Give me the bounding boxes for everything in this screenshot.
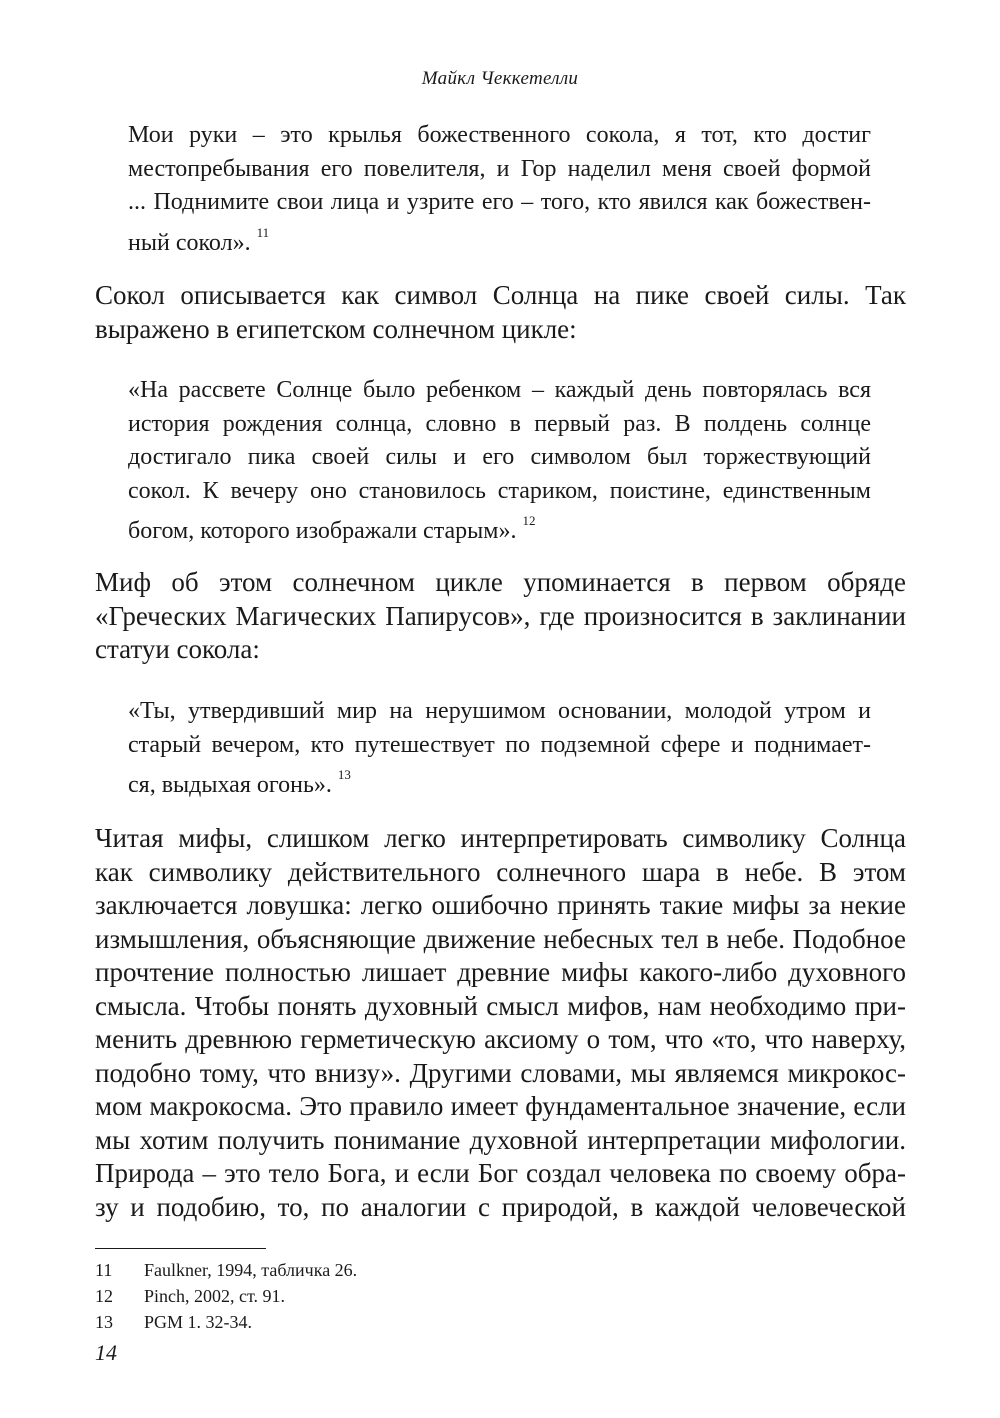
text-line: подобно тому, что внизу». Другими словами, мы являемся микрокос- xyxy=(95,1057,906,1088)
footnote-text: PGM 1. 32-34. xyxy=(144,1312,253,1332)
footnote-item xyxy=(95,1283,357,1309)
text-line: менить древнюю герметическую аксиому о том, что «то, что наверху, xyxy=(95,1024,906,1054)
footnote-text: Faulkner, 1994, табличка 26. xyxy=(144,1260,358,1280)
footnote-ref: 12 xyxy=(522,513,536,528)
text-line: старый вечером, кто путешествует по подземной сфере и поднимает- xyxy=(128,731,871,758)
footnote-ref: 13 xyxy=(337,767,351,782)
text-fragment: ный сокол». xyxy=(128,229,251,256)
text-line: местопребывания его повелителя, и Гор наделил меня своей формой xyxy=(128,155,871,182)
quote-falcon-wings xyxy=(128,119,871,260)
text-line: заключается ловушка: легко ошибочно принять такие мифы за некие xyxy=(95,890,906,920)
text-line: достигало пика своей силы и его символом был торжествующий xyxy=(128,444,871,470)
text-fragment: богом, которого изображали старым». xyxy=(128,518,517,544)
paragraph-greek-papyri xyxy=(95,566,906,667)
footnote-number: 11 xyxy=(95,1260,113,1280)
footnote-number: 12 xyxy=(95,1286,113,1306)
running-head: Майкл Чеккетелли xyxy=(421,68,579,89)
text-line: ... Поднимите свои лица и узрите его – того, кто явился как божествен- xyxy=(128,189,871,215)
footnotes xyxy=(95,1257,357,1335)
footnote-text: Pinch, 2002, ст. 91. xyxy=(144,1286,286,1306)
footnote-item xyxy=(95,1309,357,1335)
paragraph-reading-myths xyxy=(95,822,906,1224)
text-line: «Ты, утвердивший мир на нерушимом основании, молодой утром и xyxy=(128,698,871,724)
text-line: сокол. К вечеру оно становилось стариком, поистине, единственным xyxy=(128,477,871,504)
text-line: как символику действительного солнечного шара в небе. В этом xyxy=(95,856,906,887)
paragraph-falcon-symbol xyxy=(95,279,906,346)
footnote-ref: 11 xyxy=(256,224,270,240)
text-line: прочтение полностью лишает древние мифы какого-либо духовного xyxy=(95,957,906,987)
text-line: смысла. Чтобы понять духовный смысл мифов, нам необходимо при- xyxy=(95,990,906,1021)
text-line: Мои руки – это крылья божественного сокола, я тот, кто достиг xyxy=(128,122,871,148)
quote-invocation xyxy=(128,695,871,803)
text-line: Миф об этом солнечном цикле упоминается в первом обряде xyxy=(95,567,906,597)
text-line: «Греческих Магических Папирусов», где произносится в заклинании xyxy=(95,600,906,631)
text-line: измышления, объясняющие движение небесных тел в небе. Подобное xyxy=(95,923,906,954)
footnote-item xyxy=(95,1257,357,1283)
text-line xyxy=(128,508,871,549)
footnote-number: 13 xyxy=(95,1312,113,1332)
text-line: история рождения солнца, словно в первый раз. В полдень солнце xyxy=(128,410,871,437)
text-line: мы хотим получить понимание духовной интерпретации мифологии. xyxy=(95,1124,906,1155)
text-line: статуи сокола: xyxy=(95,634,260,664)
text-line xyxy=(128,220,871,261)
text-line xyxy=(128,762,871,803)
text-line: Читая мифы, слишком легко интерпретировать символику Солнца xyxy=(95,823,906,853)
text-line: «На рассвете Солнце было ребенком – каждый день повторялась вся xyxy=(128,377,871,403)
text-line: Сокол описывается как символ Солнца на пике своей силы. Так xyxy=(95,280,906,310)
text-line: мом макрокосма. Это правило имеет фундаментальное значение, если xyxy=(95,1091,906,1121)
page-number: 14 xyxy=(95,1340,117,1365)
text-line: выражено в египетском солнечном цикле: xyxy=(95,313,577,344)
footnote-divider xyxy=(95,1248,266,1249)
text-line: зу и подобию, то, по аналогии с природой, в каждой человеческой xyxy=(95,1191,906,1222)
quote-solar-cycle xyxy=(128,374,871,549)
text-fragment: ся, выдыхая огонь». xyxy=(128,772,332,798)
text-line: Природа – это тело Бога, и если Бог создал человека по своему обра- xyxy=(95,1158,906,1188)
